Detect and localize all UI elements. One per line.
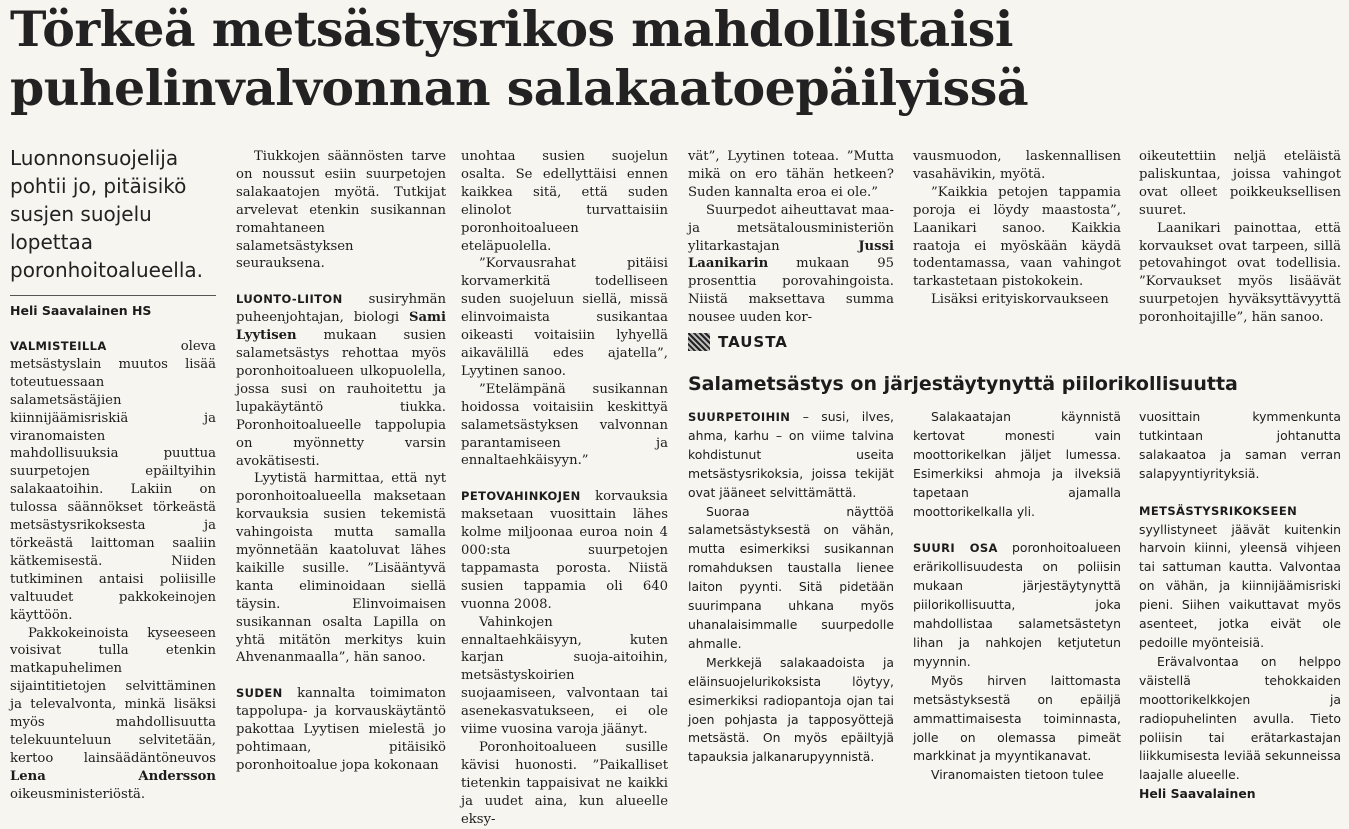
paragraph	[236, 685, 446, 775]
tausta-title: Salametsästys on järjestäytynyttä piilorikollisuutta	[688, 373, 1238, 395]
paragraph: Salakaatajan käynnistä kertovat monesti vain moottorikelkan jäljet lumessa. Esimerkiksi ahmoja ja ilveksiä tapetaan ajamalla moottorikelkalla yli.	[913, 409, 1121, 519]
lead-line: poronhoitoalueella.	[10, 258, 203, 282]
person-name: Jussi Laanikarin	[688, 238, 894, 272]
paragraph-keyword: VALMISTEILLA	[10, 339, 107, 353]
paragraph: Laanikari painottaa, että korvaukset ovat tarpeen, sillä petovahingot ovat todellisia. ”Korvaukset myös lisäävät suurpetojen hyväksyttävyyttä poronhoitajille”, hän sanoo.	[1139, 220, 1341, 326]
column-3	[461, 148, 668, 829]
paragraph	[913, 539, 1121, 671]
paragraph	[1139, 502, 1341, 653]
tausta-author: Heli Saavalainen	[1139, 786, 1256, 802]
paragraph	[461, 488, 668, 613]
paragraph-text: poronhoitoalueen erärikollisuudesta on poliisin mukaan järjestäytynyttä piilorikollisuutta, joka mahdollistaa salametsästetyn lihan ja nahkojen ketjutetun myynnin.	[913, 540, 1121, 669]
paragraph-keyword: SUDEN	[236, 686, 283, 701]
hatched-square-icon	[688, 333, 710, 351]
tausta-label	[688, 333, 788, 351]
column-2	[236, 148, 446, 775]
paragraph: ”Etelämpänä susikannan hoidossa voitaisiin keskittyä salametsästyksen valvonnan parantamiseen ja ennaltaehkäisyyn.”	[461, 381, 668, 469]
byline-divider	[10, 295, 216, 296]
paragraph: Myös hirven laittomasta metsästyksestä on epäiljä ammattimaisesta toiminnasta, jolle on olemassa pimeät markkinat ja myyntikanavat.	[913, 672, 1121, 764]
lead-line: susjen suojelu	[10, 202, 152, 226]
column-4	[688, 148, 894, 327]
paragraph-keyword: METSÄSTYSRIKOKSEEN	[1139, 503, 1298, 518]
paragraph-text: syyllistyneet jäävät kuitenkin harvoin kiinni, yleensä vihjeen tai sattuman kautta. Valvontaa on vähän, ja kiinnijäämisriski pieni. Siihen vaikuttavat myös asenteet, jotka eivät ole pedoille myönteisiä.	[1139, 521, 1341, 650]
paragraph	[688, 202, 894, 327]
paragraph: Merkkejä salakaadoista ja eläinsuojelurikoksista löytyy, esimerkiksi radiopantoja ojan tai joen pohjasta ja tapposyöttejä metsästä. On myös epäiltyjä tapauksia jalkanarupyynnistä.	[688, 654, 894, 765]
paragraph	[236, 291, 446, 470]
paragraph	[688, 408, 894, 503]
paragraph: vät”, Lyytinen toteaa. ”Mutta mikä on ero tähän hetkeen? Suden kannalta eroa ei ole.”	[688, 149, 894, 200]
paragraph: Suoraa näyttöä salametsästyksestä on vähän, mutta esimerkiksi susikannan romahduksen taustalla lienee laiton pyynti. Sitä pidetään suurimpana uhkana myös uhanalaisimmalle suurpedolle ahmalle.	[688, 503, 894, 651]
byline: Heli Saavalainen HS	[10, 303, 152, 318]
headline	[10, 0, 1340, 118]
person-name: Sami Lyytisen	[236, 310, 446, 344]
paragraph-text: mukaan susien salametsästys rehottaa myös poronhoitoalueen ulkopuolella, jossa susi on rauhoitettu ja lupakäytäntö tiukka. Poronhoitoalueelle tappolupia on myönnetty varsin avokätisesti.	[236, 328, 446, 469]
person-name: Lena Andersson	[10, 768, 216, 784]
paragraph: unohtaa susien suojelun osalta. Se edellyttäisi ennen kaikkea sitä, että suden elinolot turvattaisiin poronhoitoalueen eteläpuolella.	[461, 149, 668, 254]
paragraph: ”Kaikkia petojen tappamia poroja ei löydy maastosta”, Laanikari sanoo. Kaikkia raatoja ei myöskään käydä todentamassa, vaan vahingot tarkastetaan pistokokein.	[913, 184, 1121, 290]
paragraph-text: Pakkokeinoista kyseeseen voisivat tulla etenkin matkapuhelimen sijaintitietojen selvittäminen ja televalvonta, minkä lisäksi myös mahdollisuutta telekuunteluun selvitetään, kertoo lainsäädäntöneuvos	[10, 625, 216, 766]
paragraph-keyword: SUURI OSA	[913, 541, 998, 556]
lead-line: Luonnonsuojelija	[10, 146, 179, 170]
tausta-column-1	[688, 408, 894, 767]
column-1	[10, 338, 216, 804]
tausta-label-text: TAUSTA	[718, 333, 788, 351]
column-6	[1139, 148, 1341, 327]
paragraph: Vahinkojen ennaltaehkäisyyn, kuten karjan suoja-aitoihin, metsästyskoirien suojaamiseen, valvontaan tai asenekasvatukseen, ei ole viime vuosina varoja jäänyt.	[461, 614, 668, 738]
tausta-column-3	[1139, 408, 1341, 804]
paragraph-text: – susi, ilves, ahma, karhu – on viime talvina kohdistunut useita metsästysrikoksia, joissa tekijät ovat jääneet selvittämättä.	[688, 409, 894, 500]
paragraph-text: oikeusministeriöstä.	[10, 786, 146, 802]
paragraph: ”Korvausrahat pitäisi korvamerkitä todelliseen suden suojeluun siellä, missä elinvoimaista susikantaa oikeasti voitaisiin lyhyellä aikavälillä edes ajatella”, Lyytinen sanoo.	[461, 256, 668, 379]
lead-line: pohtii jo, pitäisikö	[10, 174, 187, 198]
headline-line-2: puhelinvalvonnan salakaatoepäilyissä	[10, 59, 1029, 117]
paragraph: Viranomaisten tietoon tulee	[931, 767, 1104, 783]
tausta-column-2	[913, 408, 1121, 785]
paragraph: vausmuodon, laskennallisen vasahävikin, myötä.	[913, 149, 1121, 182]
paragraph: vuosittain kymmenkunta tutkintaan johtanutta salakaatoa ja saman verran salapyyntiyrityksiä.	[1139, 409, 1341, 481]
paragraph-text: mukaan 95 prosenttia porovahingoista. Niistä maksettava summa nousee uuden kor-	[688, 256, 894, 326]
paragraph-keyword: LUONTO-LIITON	[236, 292, 343, 307]
paragraph-text: susiryhmän puheenjohtajan, biologi	[236, 292, 446, 326]
column-5	[913, 148, 1121, 309]
lead-line: lopettaa	[10, 230, 93, 254]
paragraph: Poronhoitoalueen susille kävisi huonosti. ”Paikalliset tietenkin tappaisivat ne kaikki ja uudet aina, kun alueelle eksy-	[461, 740, 668, 827]
paragraph-text: Suurpedot aiheuttavat maa- ja metsätalousministeriön ylitarkastajan	[688, 202, 894, 254]
paragraph-keyword: PETOVAHINKOJEN	[461, 489, 581, 504]
paragraph: Lisäksi erityiskorvaukseen	[931, 292, 1109, 308]
headline-line-1: Törkeä metsästysrikos mahdollistaisi	[10, 0, 1013, 58]
paragraph: Erävalvontaa on helppo väistellä tehokkaiden moottorikelkkojen ja radiopuhelinten avulla. Tieto poliisin tai erätarkastajan liikkumisesta leviää sekunneissa laajalle alueelle.	[1139, 653, 1341, 783]
paragraph-text: oleva metsästyslain muutos lisää toteutuessaan salametsästäjien kiinnijäämisriskiä ja viranomaisten mahdollisuuksia puuttua suurpetojen epäiltyihin salakaatoihin. Lakiin on tulossa säännökset törkeästä metsästysrikoksesta ja törkeästä laittoman saaliin kätkemisestä. Niiden tutkiminen antaisi poliisille valtuudet pakkokeinojen käyttöön.	[10, 339, 216, 623]
paragraph	[10, 625, 216, 804]
paragraph: Tiukkojen säännösten tarve on noussut esiin suurpetojen salakaatojen myötä. Tutkijat arvelevat etenkin susikannan romahtaneen salametsästyksen seurauksena.	[236, 149, 446, 272]
paragraph-text: kannalta toimimaton tappolupa- ja korvauskäytäntö pakottaa Lyytisen mielestä jo pohtimaan, pitäisikö poronhoitoalue jopa kokonaan	[236, 686, 446, 773]
paragraph-text: korvauksia maksetaan vuosittain lähes kolme miljoonaa euroa noin 4 000:sta suurpetojen tappamasta porosta. Niistä susien tappamia oli 640 vuonna 2008.	[461, 489, 668, 612]
paragraph-keyword: SUURPETOIHIN	[688, 410, 791, 424]
lead-text	[10, 144, 225, 284]
paragraph: oikeutettiin neljä eteläistä paliskuntaa, joissa vahingot ovat olleet poikkeuksellisen suuret.	[1139, 149, 1341, 218]
paragraph	[10, 338, 216, 625]
paragraph: Lyytistä harmittaa, että nyt poronhoitoalueella maksetaan korvauksia susien tekemistä vahingoista mutta samalla myönnetään kaatoluvat lähes kaikille susille. ”Lisääntyvä kanta eliminoidaan siellä täysin. Elinvoimaisen susikannan osalta Lapilla on yhtä mitätön merkitys kuin Ahvenanmaalla”, hän sanoo.	[236, 471, 446, 666]
